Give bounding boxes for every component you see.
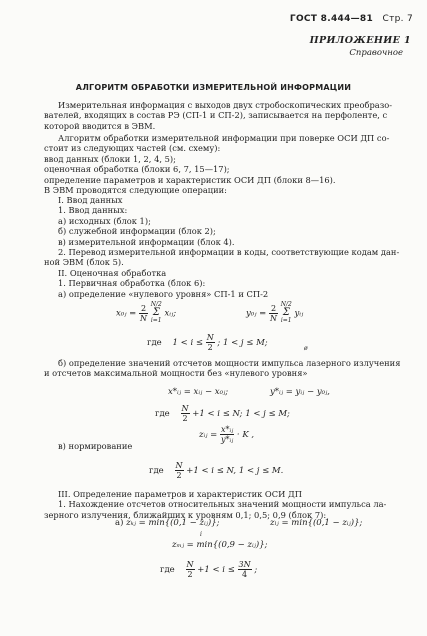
list-item: а) исходных (блок 1); bbox=[58, 215, 151, 226]
sum-sign: N/2 Σ i=1 bbox=[150, 301, 162, 324]
formula-term: yᵢⱼ bbox=[294, 308, 304, 319]
formula-y-star: y*ᵢⱼ = yᵢⱼ − y₀ⱼ, bbox=[270, 387, 330, 397]
algorithm-line: определение параметров и характеристик ОСИ ДП (блоки 8—16). bbox=[44, 174, 336, 185]
list-item: 1. Ввод данных: bbox=[58, 205, 128, 216]
formula-zero-level-y bbox=[246, 302, 303, 324]
list-item: в) измерительной информации (блок 4). bbox=[58, 236, 235, 247]
algorithm-line: В ЭВМ проводятся следующие операции: bbox=[44, 185, 227, 196]
formula-y0: y₀ⱼ = bbox=[246, 308, 267, 319]
formula-x-star: x*ᵢⱼ = xᵢⱼ − x₀ⱼ; bbox=[168, 387, 229, 397]
formula2-condition: где $\frac{N}{2}$ +1 < i ≤ N; 1 < j ≤ M; bbox=[155, 404, 290, 423]
formula-term: xᵢⱼ; bbox=[164, 308, 177, 319]
fraction: $\frac{2}{N}$ bbox=[269, 303, 277, 323]
algorithm-paragraph bbox=[44, 133, 389, 195]
formula-min-l: zₗⱼ = min{(0,1 − zᵢⱼ)}; bbox=[270, 518, 363, 528]
list-item: 2. Перевод измерительной информации в коды, соответствующие кодам дан- bbox=[58, 247, 400, 258]
section-iii: III. Определение параметров и характеристик ОСИ ДП 1. Нахождение отсчетов относительных значений мощности импульса ла- зерного излучения, ближайших к уровням 0,1; 0,5; 0,9 (блок 7): bbox=[44, 489, 387, 520]
formula-normalization: zᵢⱼ = $\frac{\text{x*ᵢⱼ}}{\text{y*ᵢⱼ}}$ · K , bbox=[199, 425, 255, 444]
margin-mark: ø bbox=[304, 345, 308, 352]
min-subscript: i bbox=[200, 531, 202, 538]
intro-line: которой вводится в ЭВМ. bbox=[44, 120, 156, 131]
paragraph-v: в) нормирование bbox=[58, 441, 133, 451]
formula-min-k: а) zₖⱼ = min{(0,1 − zᵢⱼ)}; bbox=[115, 518, 220, 528]
algorithm-line: Алгоритм обработки измерительной информации при поверке ОСИ ДП со- bbox=[58, 133, 390, 143]
intro-paragraph bbox=[44, 100, 392, 131]
formula4-condition: где $\frac{N}{2}$ +1 < i ≤ $\frac{3N}{4}$ ; bbox=[160, 560, 258, 579]
list-item: 1. Первичная обработка (блок 6): bbox=[58, 278, 206, 289]
algorithm-line: оценочная обработка (блоки 6, 7, 15—17); bbox=[44, 164, 230, 175]
intro-line: вателей, входящих в состав РЭ (СП-1 и СП-2), записывается на перфоленте, с bbox=[44, 110, 388, 121]
page-number: Стр. 7 bbox=[382, 14, 413, 24]
fraction: $\frac{\text{x*ᵢⱼ}}{\text{y*ᵢⱼ}}$ bbox=[220, 425, 234, 444]
appendix-title: ПРИЛОЖЕНИЕ 1 bbox=[309, 35, 411, 46]
fraction: $\frac{2}{N}$ bbox=[139, 303, 147, 323]
page-header bbox=[290, 14, 413, 24]
algorithm-line: ввод данных (блоки 1, 2, 4, 5); bbox=[44, 153, 176, 164]
section-heading: II. Оценочная обработка bbox=[58, 267, 167, 278]
list-item: ной ЭВМ (блок 5). bbox=[44, 257, 124, 268]
appendix-note: Справочное bbox=[349, 48, 403, 58]
intro-line: Измерительная информация с выходов двух стробоскопических преобразо- bbox=[58, 100, 393, 110]
document-title: АЛГОРИТМ ОБРАБОТКИ ИЗМЕРИТЕЛЬНОЙ ИНФОРМАЦИИ bbox=[75, 83, 352, 92]
formula-zero-level bbox=[116, 302, 176, 324]
formula3-condition: где $\frac{N}{2}$ +1 < i ≤ N, 1 < j ≤ M. bbox=[149, 461, 284, 480]
list-item: а) определение «нулевого уровня» СП-1 и СП-2 bbox=[58, 288, 269, 299]
sum-sign: N/2 Σ i=1 bbox=[280, 301, 292, 324]
section-heading: III. Определение параметров и характеристик ОСИ ДП bbox=[58, 489, 302, 499]
formula-condition: где 1 < i ≤ $\frac{N}{2}$ ; 1 < j ≤ M; bbox=[147, 333, 268, 352]
standard-number: ГОСТ 8.444—81 bbox=[289, 14, 374, 24]
formula-min-m: zₘⱼ = min{(0,9 − zᵢⱼ)}; bbox=[172, 540, 268, 550]
paragraph-b: б) определение значений отсчетов мощности импульса лазерного излучения и отсчетов максимальной мощности без «нулевого уровня» bbox=[44, 358, 401, 379]
section-heading: I. Ввод данных bbox=[58, 195, 123, 205]
formula-x0: x₀ⱼ = bbox=[116, 308, 137, 319]
algorithm-line: стоит из следующих частей (см. схему): bbox=[44, 143, 221, 154]
operations-list bbox=[44, 195, 400, 299]
list-item: б) служебной информации (блок 2); bbox=[58, 226, 216, 237]
